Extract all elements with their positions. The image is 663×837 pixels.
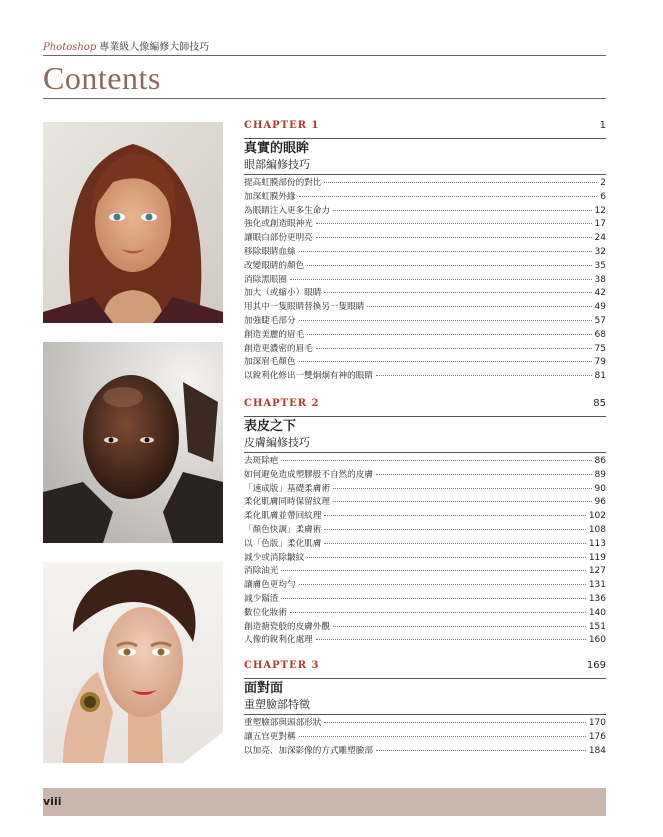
book-brand: Photoshop [43,42,97,53]
chapter-title: 面對面 [244,681,284,696]
toc-entry-title: 加大（或縮小）眼睛 [244,288,322,299]
toc-entry-title: 加深虹膜外緣 [244,191,296,202]
dot-leader [324,722,585,723]
dot-leader [324,529,585,530]
toc-entry-page: 6 [600,191,606,202]
chapter-page: 169 [586,660,606,671]
chapter-subtitle: 眼部編修技巧 [244,158,310,171]
toc-entry[interactable] [244,301,606,315]
dot-leader [307,334,591,335]
toc-entry-page: 75 [594,343,606,354]
dot-leader [316,348,592,349]
toc-entry-title: 移除眼睛血絲 [244,246,296,257]
toc-entry-title: 消除黑眼圈 [244,274,287,285]
toc-entry[interactable] [244,524,606,538]
title-rule [43,98,606,99]
dot-leader [324,292,591,293]
dot-leader [316,237,592,238]
chapter-rule [244,678,606,679]
dot-leader [333,626,586,627]
toc-chapter-3 [244,660,606,758]
toc-entry-title: 以加亮、加深影像的方式雕塑臉部 [244,745,373,756]
dot-leader [281,598,585,599]
chapter-subtitle: 重塑臉部特徵 [244,698,310,711]
toc-entry-page: 176 [588,731,606,742]
page-title: Contents [43,60,161,96]
dot-leader [316,639,586,640]
toc-entry[interactable] [244,177,606,191]
toc-entry-title: 柔化肌膚同時保留紋理 [244,497,330,508]
chapter-label: CHAPTER 1 [244,120,320,131]
toc-entry[interactable] [244,552,606,566]
toc-entry[interactable] [244,356,606,370]
toc-entry-page: 17 [594,219,606,230]
toc-entry-page: 57 [594,315,606,326]
toc-entry[interactable] [244,455,606,469]
toc-entry-page: 12 [594,205,606,216]
toc-entry-page: 108 [588,524,606,535]
toc-entry-title: 創造美麗的眉毛 [244,329,305,340]
toc-entry-title: 減少或消除皺紋 [244,552,305,563]
dot-leader [376,474,592,475]
toc-entry-title: 改變眼睛的顏色 [244,260,305,271]
toc-entry-page: 127 [588,566,606,577]
dot-leader [281,460,591,461]
toc-entry[interactable] [244,634,606,648]
header-rule [43,55,606,56]
toc-entry-page: 151 [588,621,606,632]
toc-entry-page: 113 [588,538,606,549]
toc-entry[interactable] [244,731,606,745]
toc-entry-page: 49 [594,302,606,313]
toc-entry-title: 創造搪瓷般的皮膚外觀 [244,621,330,632]
toc-entry-title: 減少鬍渣 [244,593,279,604]
dot-leader [376,750,586,751]
dot-leader [281,570,585,571]
dot-leader [367,306,591,307]
dot-leader [333,501,592,502]
dot-leader [376,375,592,376]
toc-entry-title: 「顏色快調」柔膚術 [244,524,322,535]
toc-entry[interactable] [244,315,606,329]
toc-entry[interactable] [244,287,606,301]
toc-entry-page: 35 [594,260,606,271]
chapter-subtitle-rule [244,714,606,715]
toc-entry-title: 加深眉毛顏色 [244,357,296,368]
toc-entry-page: 140 [588,607,606,618]
toc-entry[interactable] [244,579,606,593]
toc-entry-title: 如何避免造成塑膠般不自然的皮膚 [244,469,373,480]
toc-entry-title: 重塑臉部與頭部形狀 [244,718,322,728]
toc-entry-page: 42 [594,288,606,299]
toc-entry-page: 2 [600,178,606,188]
dot-leader [290,279,592,280]
chapter-rule [244,138,606,139]
toc-entry-title: 人像的銳利化處理 [244,635,313,646]
toc-entry-title: 以銳利化修出一雙炯炯有神的眼睛 [244,371,373,382]
toc-entry[interactable] [244,205,606,219]
toc-entry[interactable] [244,246,606,260]
chapter-title: 真實的眼眸 [244,141,310,156]
chapter-title: 表皮之下 [244,419,297,434]
dot-leader [299,584,586,585]
toc-entry[interactable] [244,469,606,483]
toc-entry-page: 119 [588,552,606,563]
toc-entry-page: 184 [588,745,606,756]
dot-leader [299,361,592,362]
chapter-page: 1 [599,120,606,131]
dot-leader [333,210,592,211]
toc-entry-title: 提高虹膜部份的對比 [244,178,322,188]
dot-leader [333,488,592,489]
toc-entry-page: 136 [588,593,606,604]
toc-entry-title: 消除油光 [244,566,279,577]
chapter-subtitle-rule [244,174,606,175]
toc-entry[interactable] [244,607,606,621]
toc-entry-page: 131 [588,580,606,591]
toc-entry-title: 數位化妝術 [244,607,287,618]
toc-entry-page: 90 [594,483,606,494]
chapter-header [244,120,606,138]
toc-entry-page: 89 [594,469,606,480]
dot-leader [324,182,597,183]
chapter-entries [244,455,606,648]
page-number: viii [43,795,62,808]
toc-entry-title: 用其中一隻眼睛替換另一隻眼睛 [244,302,365,313]
toc-chapter-2 [244,398,606,648]
chapter-rule [244,416,606,417]
toc-entry-page: 38 [594,274,606,285]
toc-entry[interactable] [244,538,606,552]
toc-entry-title: 以「色版」柔化肌膚 [244,538,322,549]
dot-leader [307,265,591,266]
chapter-subtitle-rule [244,452,606,453]
toc-entry-title: 「速成版」基礎柔膚術 [244,483,330,494]
toc-entry[interactable] [244,370,606,384]
toc-entry[interactable] [244,329,606,343]
toc-entry-title: 讓膚色更均勻 [244,580,296,591]
toc-entry-title: 為眼睛注入更多生命力 [244,205,330,216]
toc-entry[interactable] [244,260,606,274]
toc-entry[interactable] [244,565,606,579]
toc-entry-title: 讓五官更對稱 [244,731,296,742]
toc-entry-page: 81 [594,371,606,382]
toc-entry-title: 加強睫毛部分 [244,315,296,326]
toc-entry[interactable] [244,593,606,607]
toc-entry[interactable] [244,483,606,497]
toc-entry[interactable] [244,232,606,246]
portrait-photo-man-bald [43,342,223,543]
toc-entry-page: 96 [594,497,606,508]
toc-entry-title: 讓眼白部份更明亮 [244,233,313,244]
toc-entry[interactable] [244,745,606,759]
toc-entry-page: 102 [588,511,606,522]
dot-leader [299,196,598,197]
portrait-photo-woman-auburn [43,122,223,323]
footer-bar [43,788,606,816]
toc-entry[interactable] [244,621,606,635]
toc-entry-page: 160 [588,635,606,646]
chapter-page: 85 [593,398,606,409]
chapter-header [244,660,606,678]
toc-entry-page: 79 [594,357,606,368]
dot-leader [290,612,586,613]
toc-entry-title: 強化或創造眼神光 [244,219,313,230]
toc-entry[interactable] [244,717,606,731]
toc-entry-page: 24 [594,233,606,244]
dot-leader [299,320,592,321]
toc-entry-page: 68 [594,329,606,340]
toc-entry-page: 86 [594,456,606,466]
dot-leader [316,223,592,224]
toc-entry-title: 柔化肌膚並帶回紋理 [244,511,322,522]
toc-chapter-1 [244,120,606,384]
chapter-label: CHAPTER 3 [244,660,320,671]
chapter-header [244,398,606,416]
toc-entry-title: 創造更濃密的眉毛 [244,343,313,354]
toc-entry-title: 去斑除疤 [244,456,279,466]
dot-leader [299,251,592,252]
toc-entry[interactable] [244,343,606,357]
dot-leader [324,515,585,516]
portrait-photo-woman-ring [43,562,223,763]
book-title: 專業級人像編修大師技巧 [99,42,210,53]
dot-leader [324,543,585,544]
toc-entry[interactable] [244,191,606,205]
chapter-entries [244,717,606,758]
toc-entry[interactable] [244,274,606,288]
toc-entry[interactable] [244,218,606,232]
toc-entry-page: 32 [594,246,606,257]
toc-entry[interactable] [244,496,606,510]
dot-leader [307,557,586,558]
toc-entry-page: 170 [588,718,606,728]
chapter-entries [244,177,606,384]
chapter-label: CHAPTER 2 [244,398,320,409]
dot-leader [299,736,586,737]
toc-entry[interactable] [244,510,606,524]
chapter-subtitle: 皮膚編修技巧 [244,436,310,449]
running-header [43,38,209,53]
